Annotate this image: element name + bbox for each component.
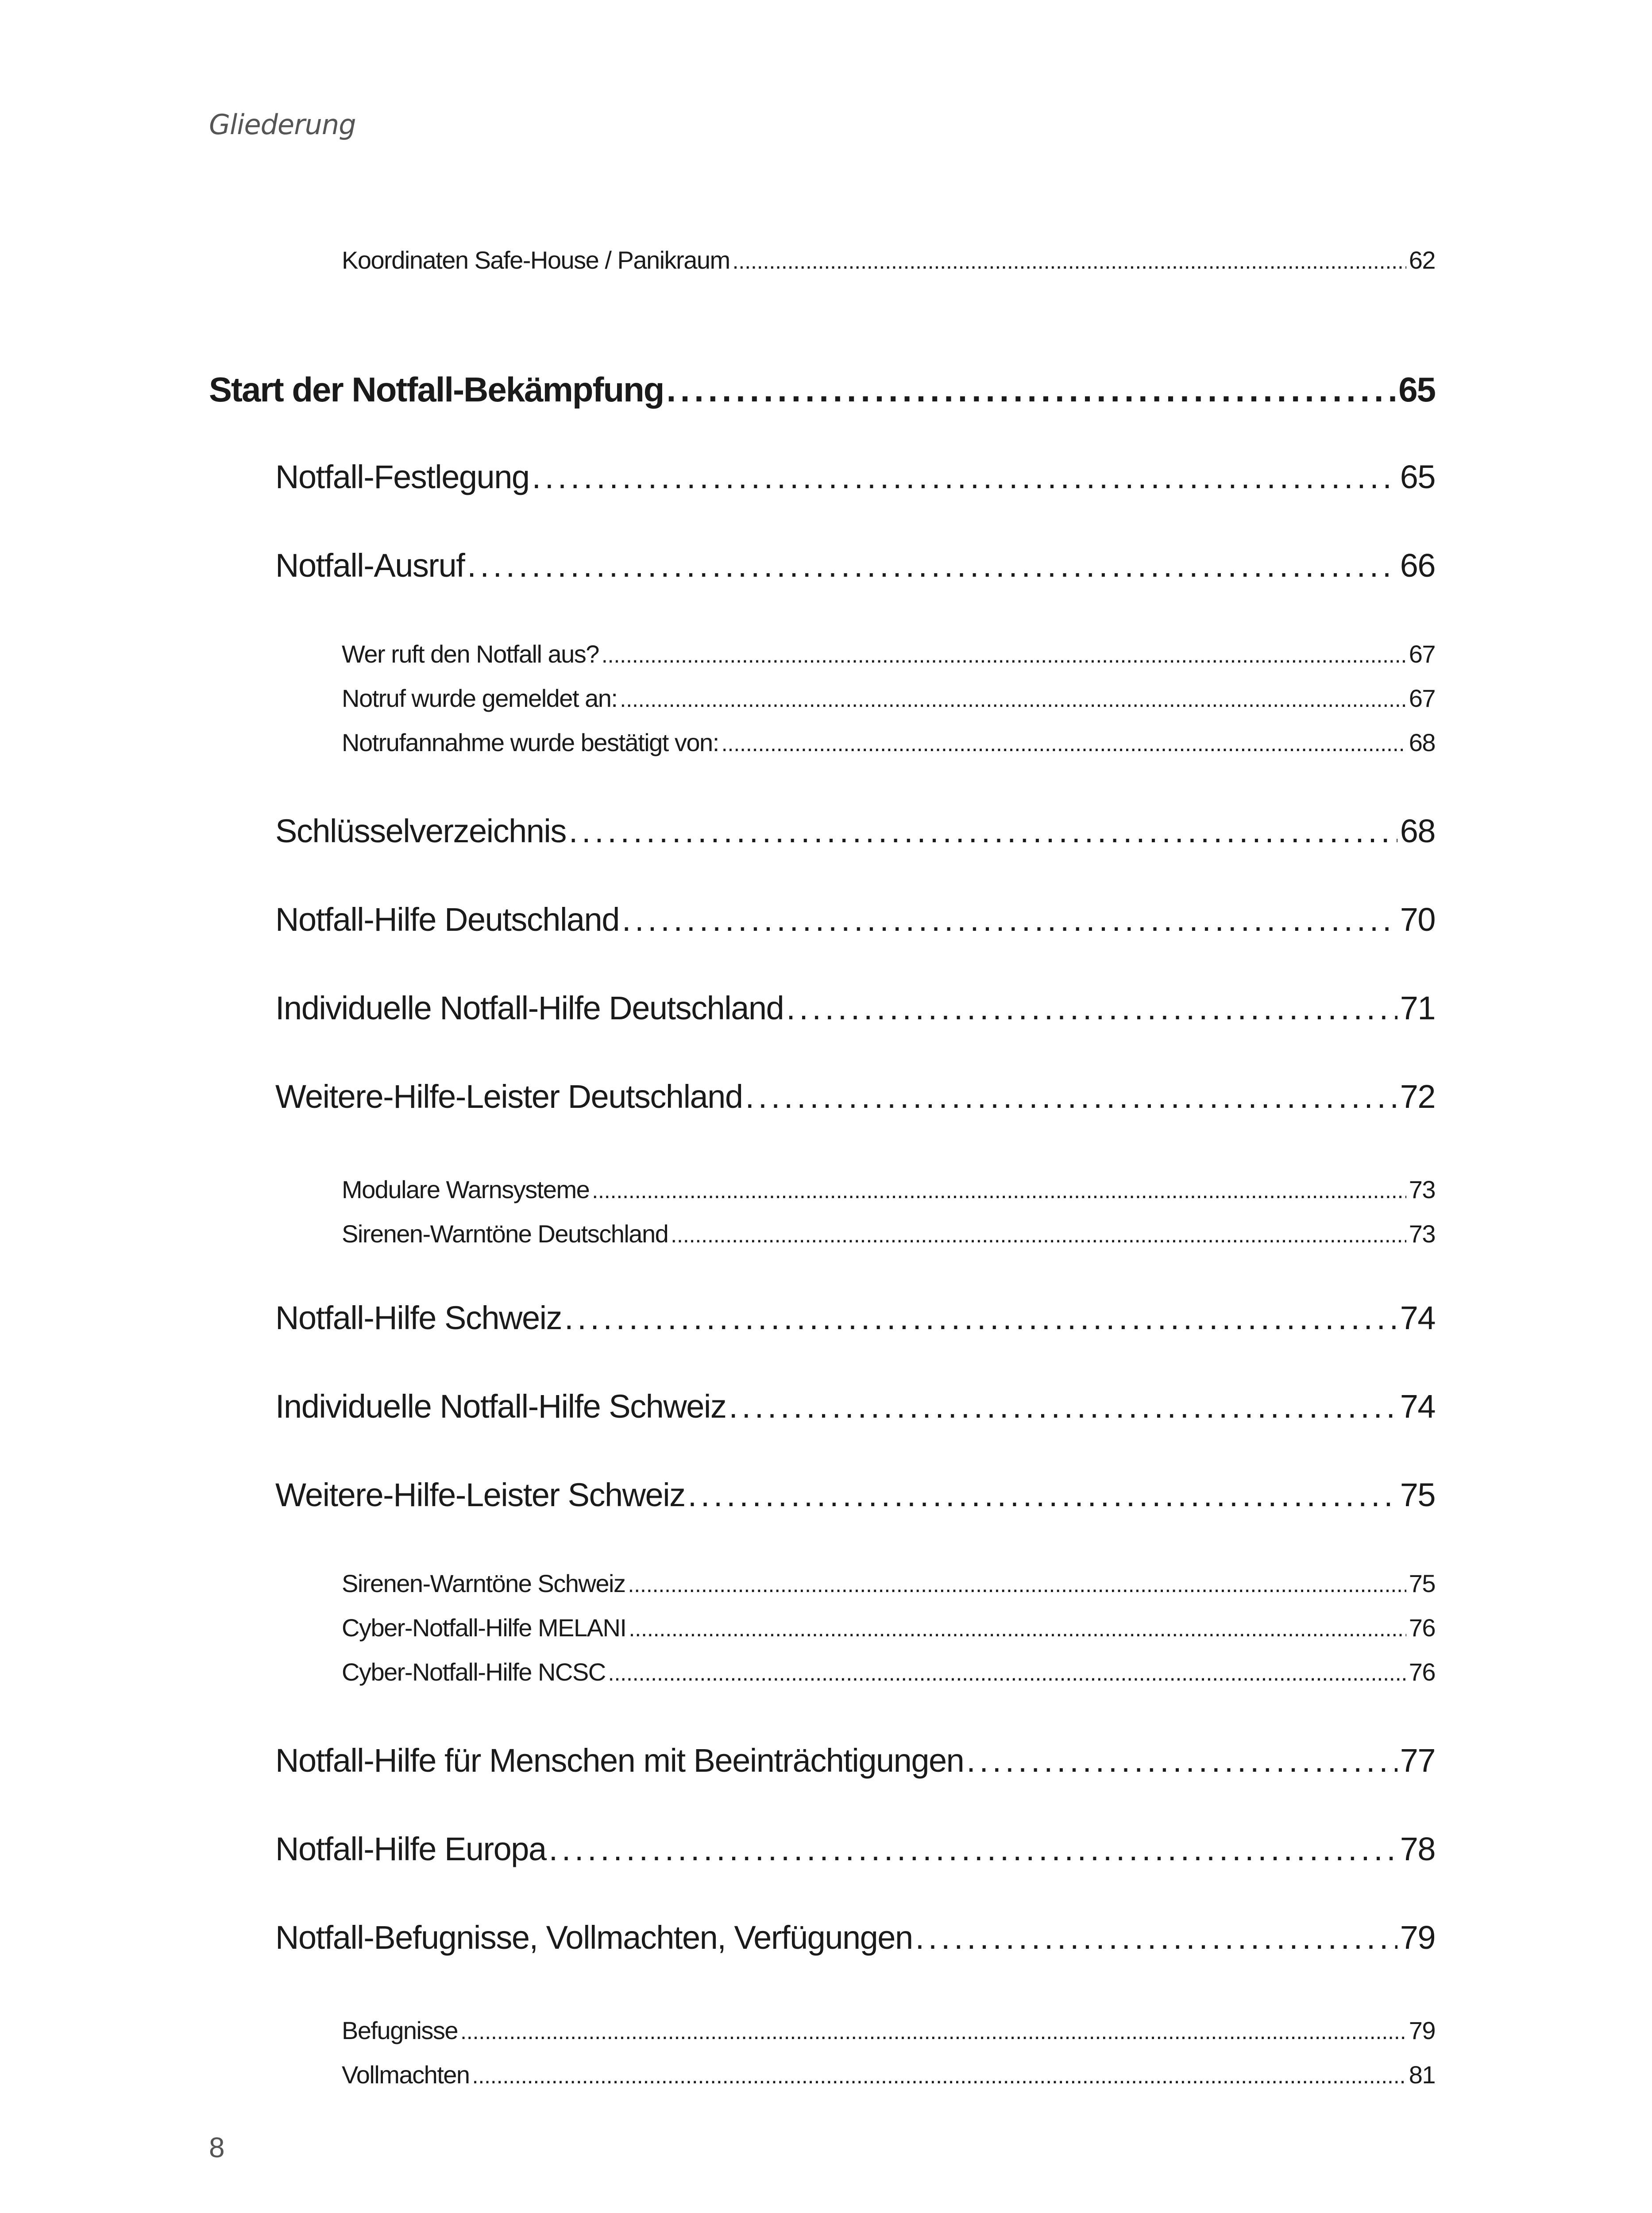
toc-entry[interactable] [342,1569,1435,1598]
toc-entry[interactable] [342,1613,1435,1642]
toc-entry[interactable] [342,246,1435,274]
toc-entry-title: Individuelle Notfall-Hilfe Deutschland [275,990,784,1026]
toc-entry[interactable] [342,1219,1435,1248]
toc-section[interactable] [275,989,1435,1027]
toc-entry-title: Notruf wurde gemeldet an: [342,684,618,712]
toc-entry[interactable] [342,640,1435,668]
toc-entry-page: 73 [1409,1220,1435,1248]
toc-entry-page: 67 [1409,684,1435,712]
toc-entry-page: 75 [1400,1477,1435,1513]
toc-entry-title: Befugnisse [342,2016,458,2044]
toc-entry[interactable] [342,684,1435,713]
toc-leader-dots [671,1219,1406,1248]
toc-section[interactable] [275,1742,1435,1779]
toc-entry-page: 76 [1409,1658,1435,1686]
toc-entry-page: 65 [1400,459,1435,495]
toc-leader-dots [620,684,1406,713]
toc-entry-title: Notfall-Hilfe Deutschland [275,901,619,938]
toc-section[interactable] [275,1299,1435,1337]
toc-entry[interactable] [342,1175,1435,1204]
toc-leader-dots [472,2060,1406,2089]
toc-leader-dots [666,370,1396,410]
toc-entry-title: Notrufannahme wurde bestätigt von: [342,729,719,756]
toc-leader-dots [966,1742,1397,1779]
toc-section[interactable] [275,901,1435,938]
toc-entry-page: 67 [1409,640,1435,668]
toc-leader-dots [745,1078,1397,1115]
toc-entry-page: 79 [1409,2016,1435,2044]
toc-entry-page: 76 [1409,1614,1435,1642]
toc-entry-page: 68 [1409,729,1435,756]
toc-leader-dots [722,728,1406,757]
toc-section[interactable] [275,1476,1435,1514]
toc-entry-title: Notfall-Hilfe Europa [275,1831,546,1867]
toc-section[interactable] [275,1388,1435,1425]
running-header: Gliederung [209,108,356,141]
toc-entry-title: Koordinaten Safe-House / Panikraum [342,246,730,274]
toc-leader-dots [602,640,1406,668]
toc-leader-dots [549,1830,1397,1868]
toc-entry[interactable] [342,2016,1435,2045]
toc-entry-page: 68 [1400,813,1435,849]
page-number: 8 [209,2132,225,2163]
toc-section[interactable] [275,547,1435,584]
toc-entry-page: 72 [1400,1078,1435,1115]
toc-leader-dots [608,1658,1406,1686]
toc-leader-dots [569,812,1397,850]
toc-entry-page: 74 [1400,1299,1435,1336]
toc-leader-dots [628,1569,1406,1598]
toc-entry-title: Weitere-Hilfe-Leister Schweiz [275,1477,685,1513]
toc-section[interactable] [275,1919,1435,1956]
toc-entry-title: Notfall-Ausruf [275,547,465,584]
toc-leader-dots [786,989,1397,1027]
toc-entry-title: Cyber-Notfall-Hilfe MELANI [342,1614,626,1642]
toc-entry-page: 71 [1400,990,1435,1026]
toc-entry-page: 65 [1398,370,1435,409]
toc-leader-dots [688,1476,1397,1514]
toc-entry-page: 79 [1400,1919,1435,1956]
toc-entry-page: 77 [1400,1742,1435,1779]
toc-entry-title: Schlüsselverzeichnis [275,813,566,849]
toc-entry-title: Wer ruft den Notfall aus? [342,640,599,668]
toc-entry-title: Sirenen-Warntöne Schweiz [342,1569,625,1597]
toc-entry-title: Individuelle Notfall-Hilfe Schweiz [275,1388,726,1425]
toc-leader-dots [460,2016,1406,2045]
toc-section[interactable] [275,812,1435,850]
toc-leader-dots [729,1388,1397,1425]
toc-entry-title: Start der Notfall-Bekämpfung [209,370,664,409]
toc-leader-dots [622,901,1397,938]
toc-entry-page: 70 [1400,901,1435,938]
toc-entry-page: 81 [1409,2061,1435,2089]
toc-entry[interactable] [342,728,1435,757]
toc-entry-title: Notfall-Hilfe Schweiz [275,1299,562,1336]
toc-entry-title: Vollmachten [342,2061,470,2089]
toc-entry-page: 78 [1400,1831,1435,1867]
toc-leader-dots [564,1299,1397,1337]
toc-leader-dots [915,1919,1397,1956]
toc-entry-page: 73 [1409,1176,1435,1203]
toc-section[interactable] [275,1078,1435,1115]
toc-entry-title: Notfall-Festlegung [275,459,529,495]
toc-leader-dots [532,458,1397,496]
toc-leader-dots [467,547,1397,584]
toc-entry[interactable] [342,2060,1435,2089]
toc-entry-page: 62 [1409,246,1435,274]
toc-leader-dots [629,1613,1406,1642]
toc-leader-dots [592,1175,1406,1204]
toc-entry-page: 74 [1400,1388,1435,1425]
toc-leader-dots [733,246,1406,274]
toc-entry[interactable] [342,1658,1435,1686]
toc-entry-page: 75 [1409,1569,1435,1597]
toc-section[interactable] [275,1830,1435,1868]
toc-chapter[interactable] [209,370,1435,410]
toc-entry-page: 66 [1400,547,1435,584]
toc-entry-title: Modulare Warnsysteme [342,1176,590,1203]
toc-entry-title: Sirenen-Warntöne Deutschland [342,1220,668,1248]
toc-entry-title: Notfall-Hilfe für Menschen mit Beeinträchtigungen [275,1742,964,1779]
toc-entry-title: Notfall-Befugnisse, Vollmachten, Verfügungen [275,1919,913,1956]
toc-entry-title: Cyber-Notfall-Hilfe NCSC [342,1658,606,1686]
toc-entry-title: Weitere-Hilfe-Leister Deutschland [275,1078,743,1115]
toc-section[interactable] [275,458,1435,496]
